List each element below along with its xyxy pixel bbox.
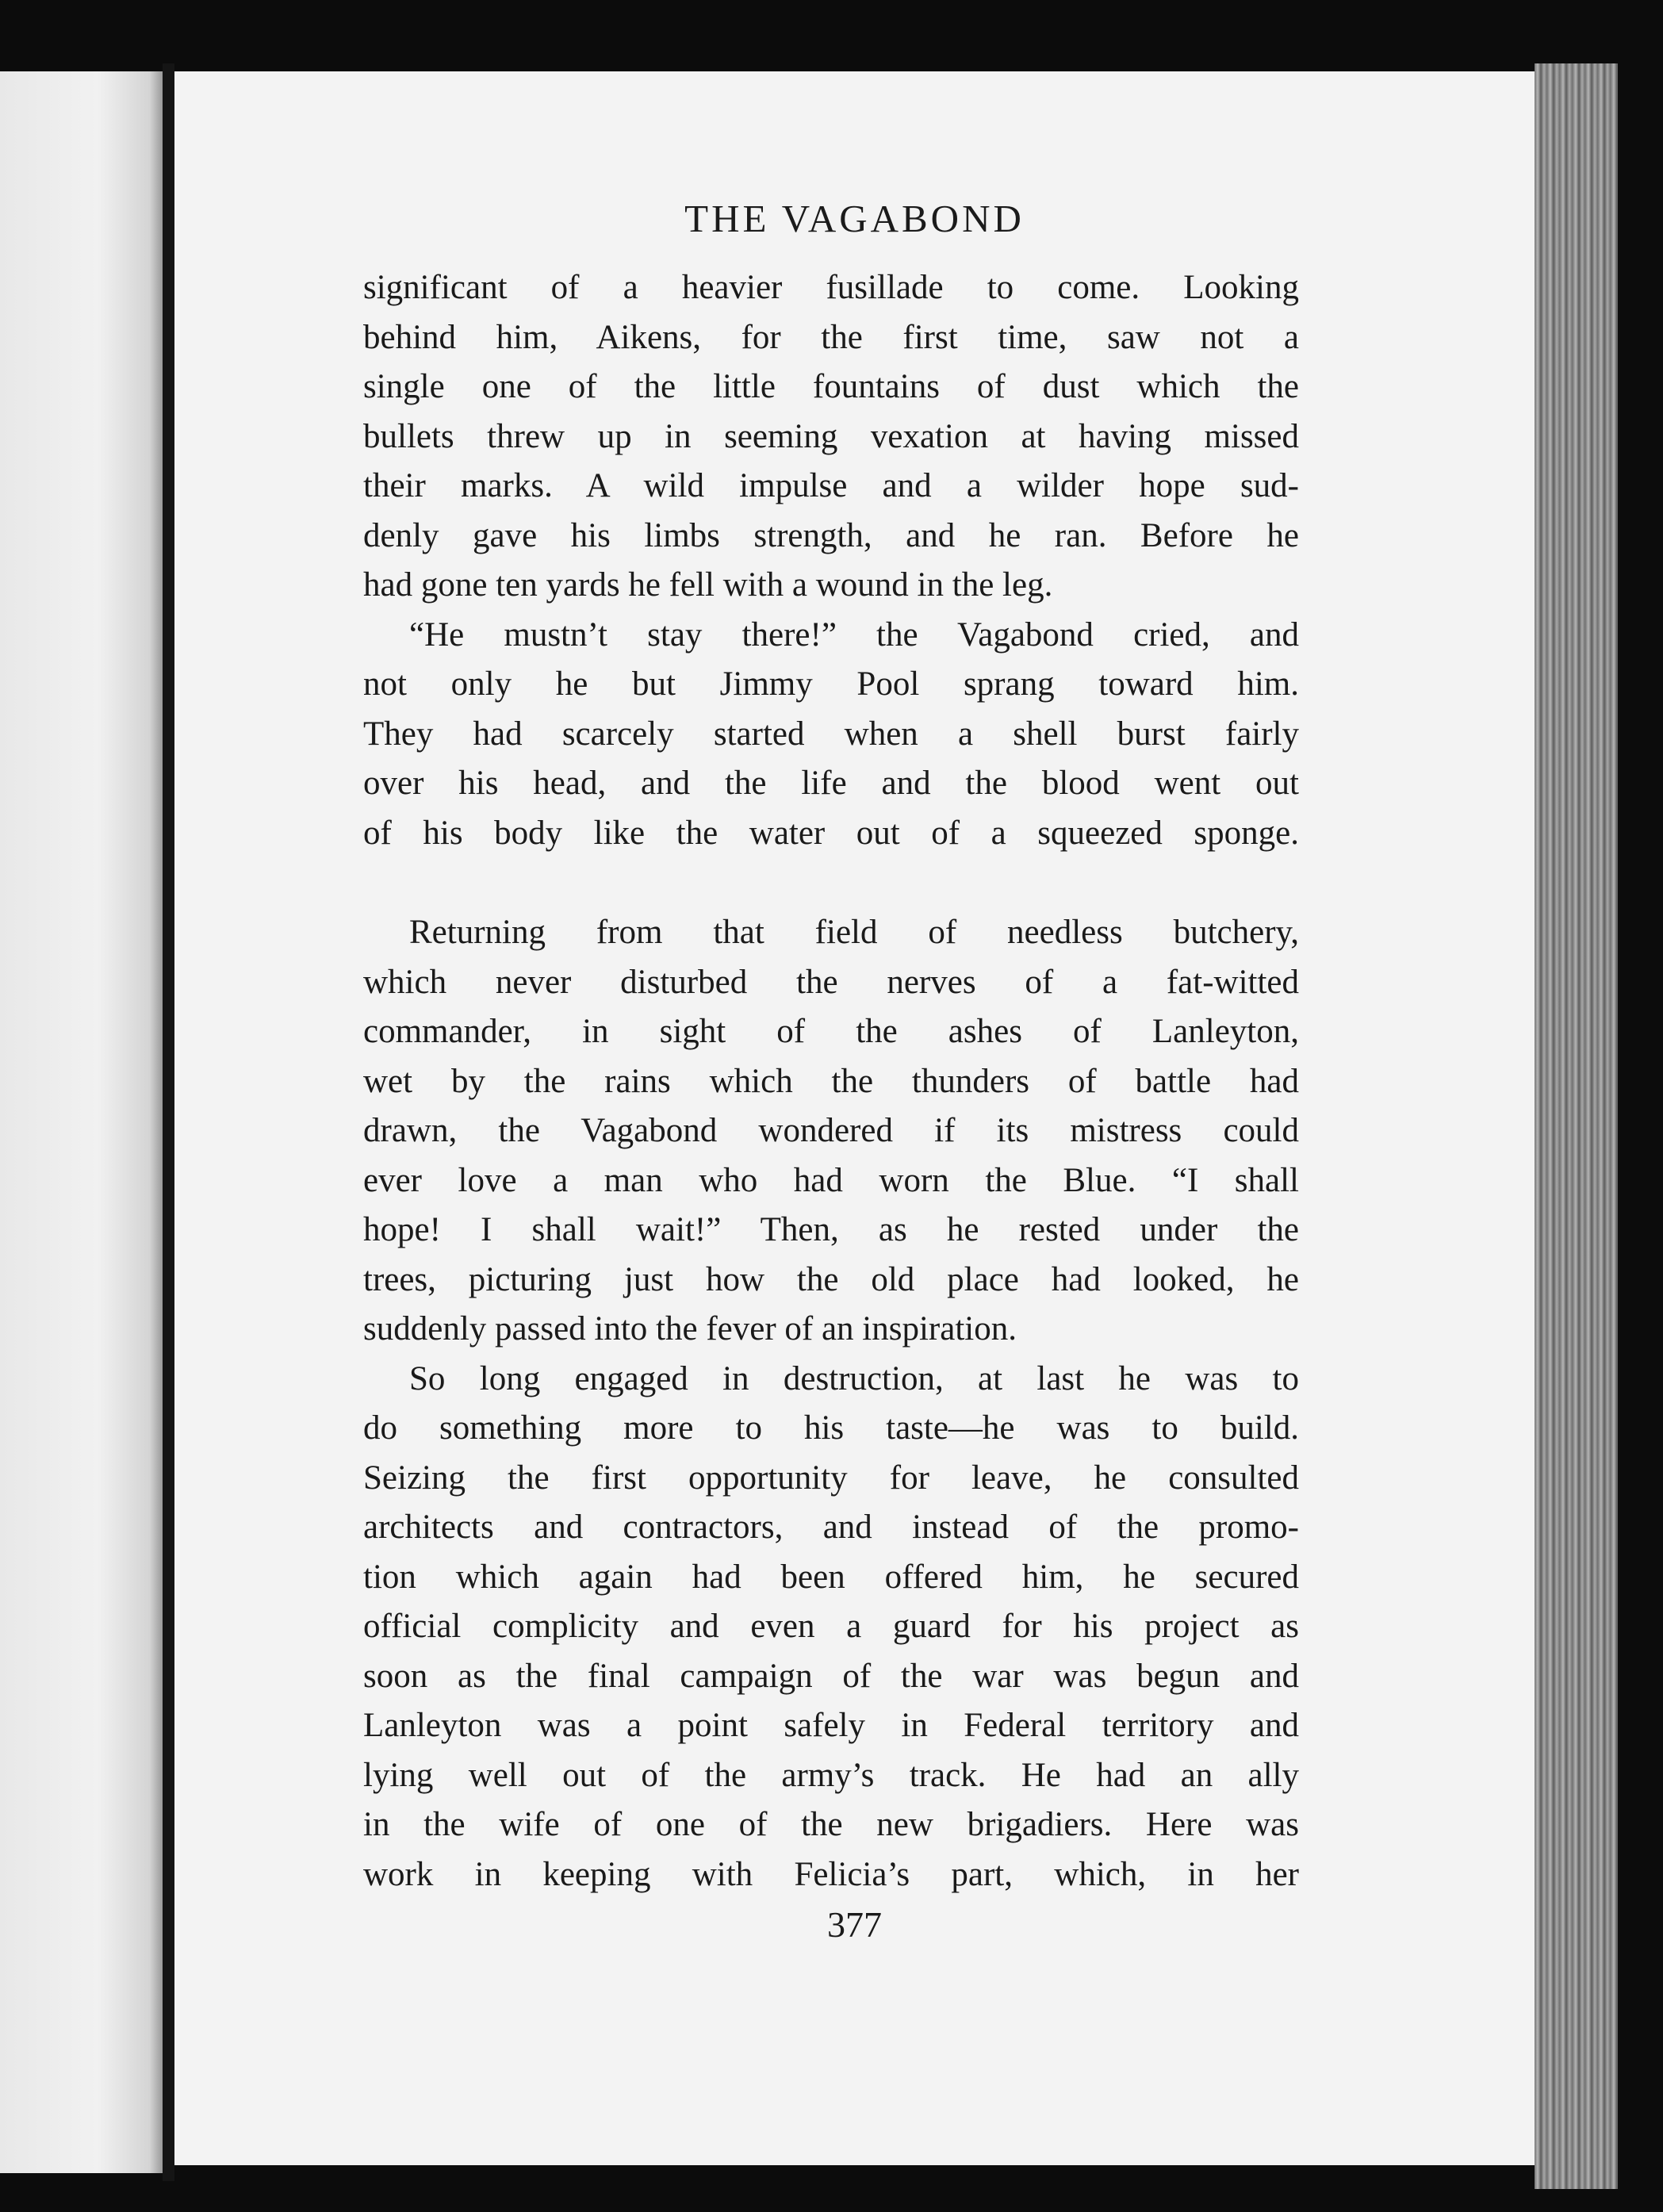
text-line: in the wife of one of the new brigadiers. Here was xyxy=(363,1806,1299,1843)
text-line: behind him, Aikens, for the first time, saw not a xyxy=(363,318,1299,356)
text-line: “He mustn’t stay there!” the Vagabond cried, and xyxy=(409,615,1299,654)
text-line: commander, in sight of the ashes of Lanleyton, xyxy=(363,1013,1299,1050)
text-line: suddenly passed into the fever of an inspiration. xyxy=(363,1310,1017,1348)
text-line: official complicity and even a guard for his project as xyxy=(363,1608,1299,1645)
text-line: Lanleyton was a point safely in Federal territory and xyxy=(363,1707,1299,1744)
text-line: hope! I shall wait!” Then, as he rested under the xyxy=(363,1211,1299,1248)
text-line: So long engaged in destruction, at last he was to xyxy=(409,1359,1299,1397)
page-block-edge xyxy=(1535,63,1618,2189)
text-line: their marks. A wild impulse and a wilder hope sud- xyxy=(363,467,1299,504)
body-text xyxy=(363,263,1299,1900)
text-line: drawn, the Vagabond wondered if its mistress could xyxy=(363,1112,1299,1149)
text-line: single one of the little fountains of dust which the xyxy=(363,368,1299,405)
text-line: They had scarcely started when a shell burst fairly xyxy=(363,715,1299,753)
running-head: THE VAGABOND xyxy=(684,197,1025,240)
text-line: of his body like the water out of a squeezed sponge. xyxy=(363,814,1299,852)
text-line: trees, picturing just how the old place had looked, he xyxy=(363,1260,1299,1298)
text-line: tion which again had been offered him, he secured xyxy=(363,1558,1299,1596)
text-line: Seizing the first opportunity for leave, he consulted xyxy=(363,1459,1299,1497)
page-number: 377 xyxy=(827,1904,882,1945)
text-line: over his head, and the life and the blood went out xyxy=(363,765,1299,802)
text-line: wet by the rains which the thunders of battle had xyxy=(363,1062,1299,1100)
text-line: which never disturbed the nerves of a fat-witted xyxy=(363,963,1299,1001)
text-line: architects and contractors, and instead of the promo- xyxy=(363,1509,1299,1546)
section-break xyxy=(363,858,1299,908)
text-line: bullets threw up in seeming vexation at having missed xyxy=(363,417,1299,455)
text-line: not only he but Jimmy Pool sprang toward him. xyxy=(363,665,1299,703)
scan-border xyxy=(1618,63,1663,2212)
text-line: soon as the final campaign of the war was begun and xyxy=(363,1657,1299,1695)
text-line: do something more to his taste—he was to build. xyxy=(363,1409,1299,1447)
facing-page-edge xyxy=(0,71,163,2173)
book-gutter xyxy=(163,63,174,2181)
text-line: work in keeping with Felicia’s part, which, in her xyxy=(363,1855,1299,1893)
text-line: Returning from that field of needless butchery, xyxy=(409,914,1299,951)
text-line: significant of a heavier fusillade to come. Looking xyxy=(363,269,1299,306)
text-line: lying well out of the army’s track. He had an ally xyxy=(363,1756,1299,1794)
text-line: ever love a man who had worn the Blue. “I shall xyxy=(363,1161,1299,1199)
text-line: denly gave his limbs strength, and he ran. Before he xyxy=(363,516,1299,554)
text-line: had gone ten yards he fell with a wound in the leg. xyxy=(363,566,1053,604)
